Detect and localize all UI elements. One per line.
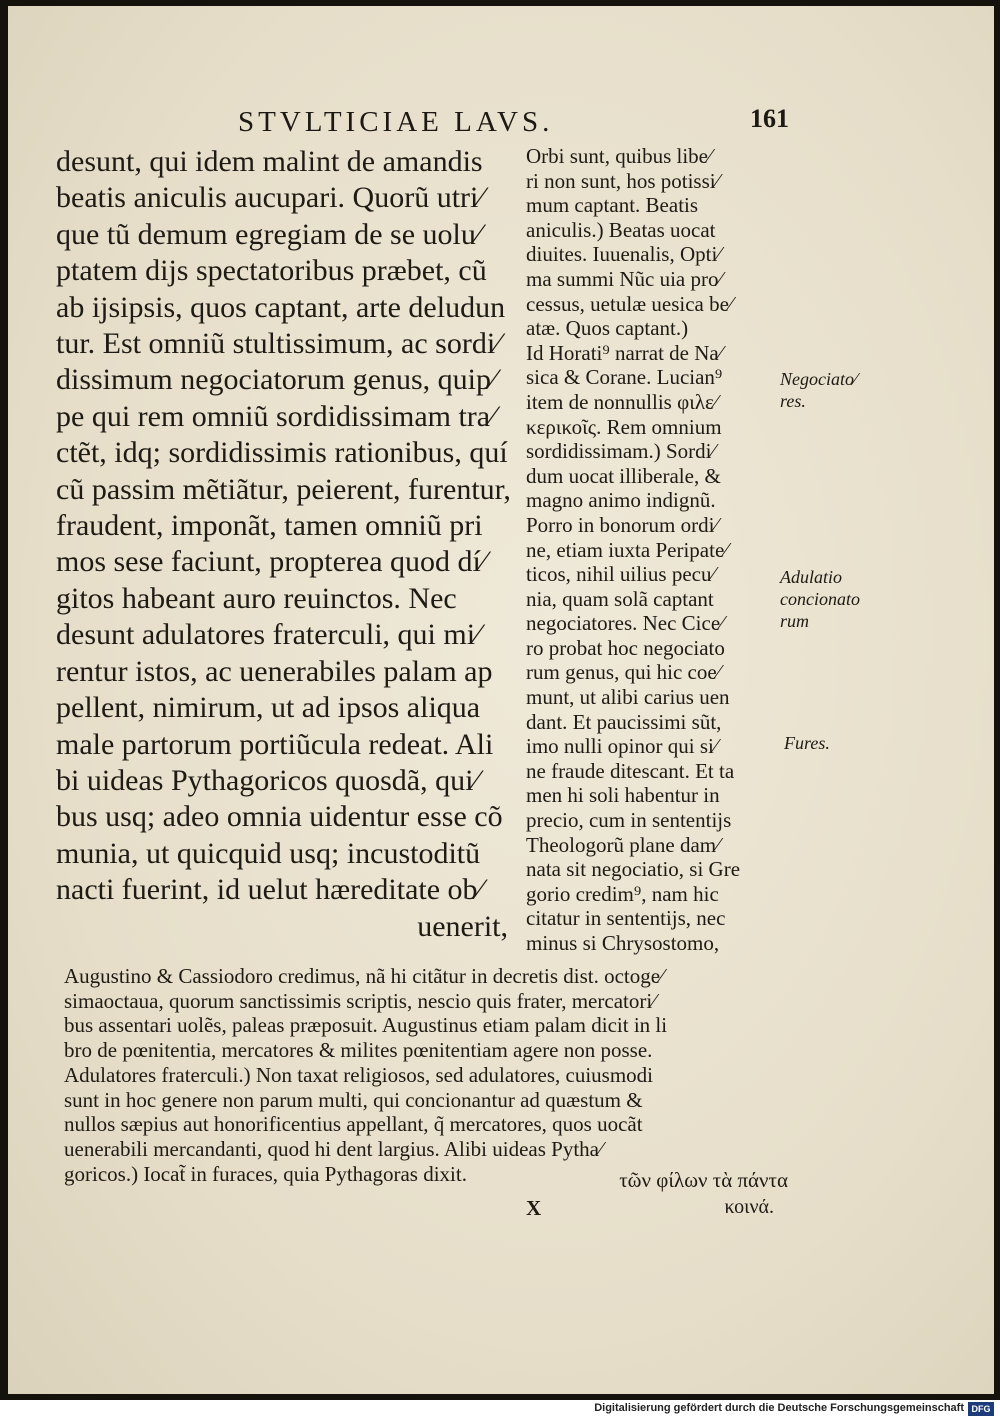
- text-line: ma summi Nũc uia pro⁄: [526, 266, 722, 291]
- text-line: ne, etiam iuxta Peripate⁄: [526, 537, 728, 562]
- commentary-column: [526, 144, 788, 956]
- text-line: munt, ut alibi carius uen: [526, 685, 730, 710]
- text-line: ab ijsipsis, quos captant, arte deludun: [56, 290, 506, 324]
- marginal-note-line: Negociato⁄: [780, 369, 857, 389]
- text-line: dissimum negociatorum genus, quip⁄: [56, 363, 496, 397]
- text-line: sica & Corane. Lucian⁹: [526, 365, 723, 390]
- text-line: nullos sæpius aut honorificentius appellant, q̃ mercatores, quos uocãt: [64, 1112, 643, 1137]
- page-number: 161: [750, 104, 789, 133]
- text-line: goricos.) Iocat̃ in furaces, quia Pythagoras dixit.: [64, 1161, 467, 1186]
- marginal-note-line: Fures.: [784, 733, 830, 753]
- text-line: diuites. Iuuenalis, Opti⁄: [526, 242, 721, 267]
- text-line: Id Horati⁹ narrat de Na⁄: [526, 340, 723, 365]
- text-line: male partorum portiũcula redeat. Ali: [56, 727, 494, 761]
- text-line: ticos, nihil uilius pecu⁄: [526, 562, 715, 587]
- text-line: uenerit,: [417, 909, 508, 943]
- text-line: gitos habeant auro reuinctos. Nec: [56, 581, 457, 615]
- marginal-note-fures: [784, 732, 830, 754]
- greek-quotation: τῶν φίλων τὰ πάντα: [619, 1168, 788, 1192]
- text-line: bus assentari uolẽs, paleas præposuit. Augustinus etiam palam dicit in li: [64, 1013, 668, 1038]
- text-line: mum captant. Beatis: [526, 193, 699, 218]
- text-line: ri non sunt, hos potissi⁄: [526, 168, 720, 193]
- text-line: atæ. Quos captant.): [526, 316, 689, 341]
- text-line: desunt adulatores fraterculi, qui mi⁄: [56, 618, 481, 652]
- text-line: simaoctaua, quorum sanctissimis scriptis, nescio quis frater, mercatori⁄: [64, 988, 656, 1013]
- text-line: sunt in hoc genere non parum multi, qui concionantur ad quæstum &: [64, 1087, 643, 1112]
- text-line: Porro in bonorum ordi⁄: [526, 512, 718, 537]
- book-page: [8, 6, 994, 1394]
- text-line: bro de pœnitentia, mercatores & milites pœnitentiam agere non posse.: [64, 1038, 653, 1063]
- text-line: minus si Chrysostomo,: [526, 931, 720, 955]
- text-line: Adulatores fraterculi.) Non taxat religiosos, sed adulatores, cuiusmodi: [64, 1062, 654, 1087]
- text-line: cũ passim mẽtiãtur, peierent, furentur,: [56, 472, 511, 506]
- text-line: nia, quam solã captant: [526, 586, 714, 611]
- marginal-note-line: res.: [780, 391, 806, 411]
- marginal-note-line: concionato: [780, 589, 860, 609]
- text-line: citatur in sententijs, nec: [526, 906, 726, 931]
- text-line: κερικοῖς. Rem omnium: [526, 414, 722, 439]
- text-line: pellent, nimirum, ut ad ipsos aliqua: [56, 691, 481, 725]
- text-line: ctẽt, idq; sordidissimis rationibus, quí: [56, 436, 508, 470]
- text-line: negociatores. Nec Cice⁄: [526, 611, 724, 636]
- text-line: que tũ demum egregiam de se uolu⁄: [56, 217, 481, 251]
- greek-quotation-end: κοινά.: [724, 1196, 774, 1218]
- text-line: ne fraude ditescant. Et ta: [526, 758, 735, 783]
- text-line: rentur istos, ac uenerabiles palam ap: [56, 654, 493, 688]
- text-line: Theologorũ plane dam⁄: [526, 832, 720, 857]
- main-text-column: [56, 144, 526, 945]
- text-line: nata sit negociatio, si Gre: [526, 857, 741, 882]
- marginal-note-line: Adulatio: [780, 567, 842, 587]
- text-line: item de nonnullis φιλε⁄: [526, 389, 718, 414]
- text-line: munia, ut quicquid usq; incustoditũ: [56, 836, 481, 870]
- text-line: ptatem dijs spectatoribus præbet, cũ: [56, 254, 487, 288]
- signature-mark: X: [526, 1196, 542, 1220]
- text-line: rum genus, qui hic coe⁄: [526, 660, 721, 685]
- marginal-note-line: rum: [780, 611, 810, 631]
- text-line: bi uideas Pythagoricos quosdã, qui⁄: [56, 763, 479, 797]
- text-line: uenerabili mercandanti, quod hi dent largius. Alibi uideas Pytha⁄: [64, 1136, 603, 1161]
- text-line: mos sese faciunt, propterea quod dí⁄: [56, 545, 486, 579]
- text-line: sordidissimam.) Sordi⁄: [526, 439, 716, 464]
- text-line: bus usq; adeo omnia uidentur esse cõ: [56, 800, 503, 834]
- text-line: dant. Et paucissimi sũt,: [526, 709, 722, 734]
- text-line: dum uocat illiberale, &: [526, 463, 721, 488]
- text-line: gorio credim⁹, nam hic: [526, 881, 719, 906]
- text-line: beatis aniculis aucupari. Quorũ utri⁄: [56, 181, 484, 215]
- marginal-note-adulatio: [780, 566, 860, 632]
- text-line: pe qui rem omniũ sordidissimam tra⁄: [56, 399, 496, 433]
- text-line: cessus, uetulæ uesica be⁄: [526, 291, 733, 316]
- dfg-logo: DFG: [968, 1402, 994, 1416]
- text-line: Orbi sunt, quibus libe⁄: [526, 144, 712, 168]
- text-line: tur. Est omniũ stultissimum, ac sordi⁄: [56, 327, 501, 361]
- text-line: aniculis.) Beatas uocat: [526, 217, 716, 242]
- running-head: STVLTICIAE LAVS.: [238, 106, 554, 138]
- text-line: nacti fuerint, id uelut hæreditate ob⁄: [56, 873, 483, 907]
- footer-credit: Digitalisierung gefördert durch die Deutsche Forschungsgemeinschaft: [594, 1402, 964, 1414]
- text-line: desunt, qui idem malint de amandis: [56, 145, 483, 178]
- marginal-note-negociatores: [780, 368, 857, 412]
- text-line: men hi soli habentur in: [526, 783, 720, 808]
- bottom-commentary: [64, 964, 784, 1186]
- text-line: Augustino & Cassiodoro credimus, nã hi citãtur in decretis dist. octoge⁄: [64, 964, 664, 988]
- text-line: magno animo indignũ.: [526, 488, 716, 513]
- text-line: ro probat hoc negociato: [526, 635, 725, 660]
- text-line: precio, cum in sententijs: [526, 808, 732, 833]
- text-line: imo nulli opinor qui si⁄: [526, 734, 718, 759]
- text-line: fraudent, imponãt, tamen omniũ pri: [56, 509, 483, 543]
